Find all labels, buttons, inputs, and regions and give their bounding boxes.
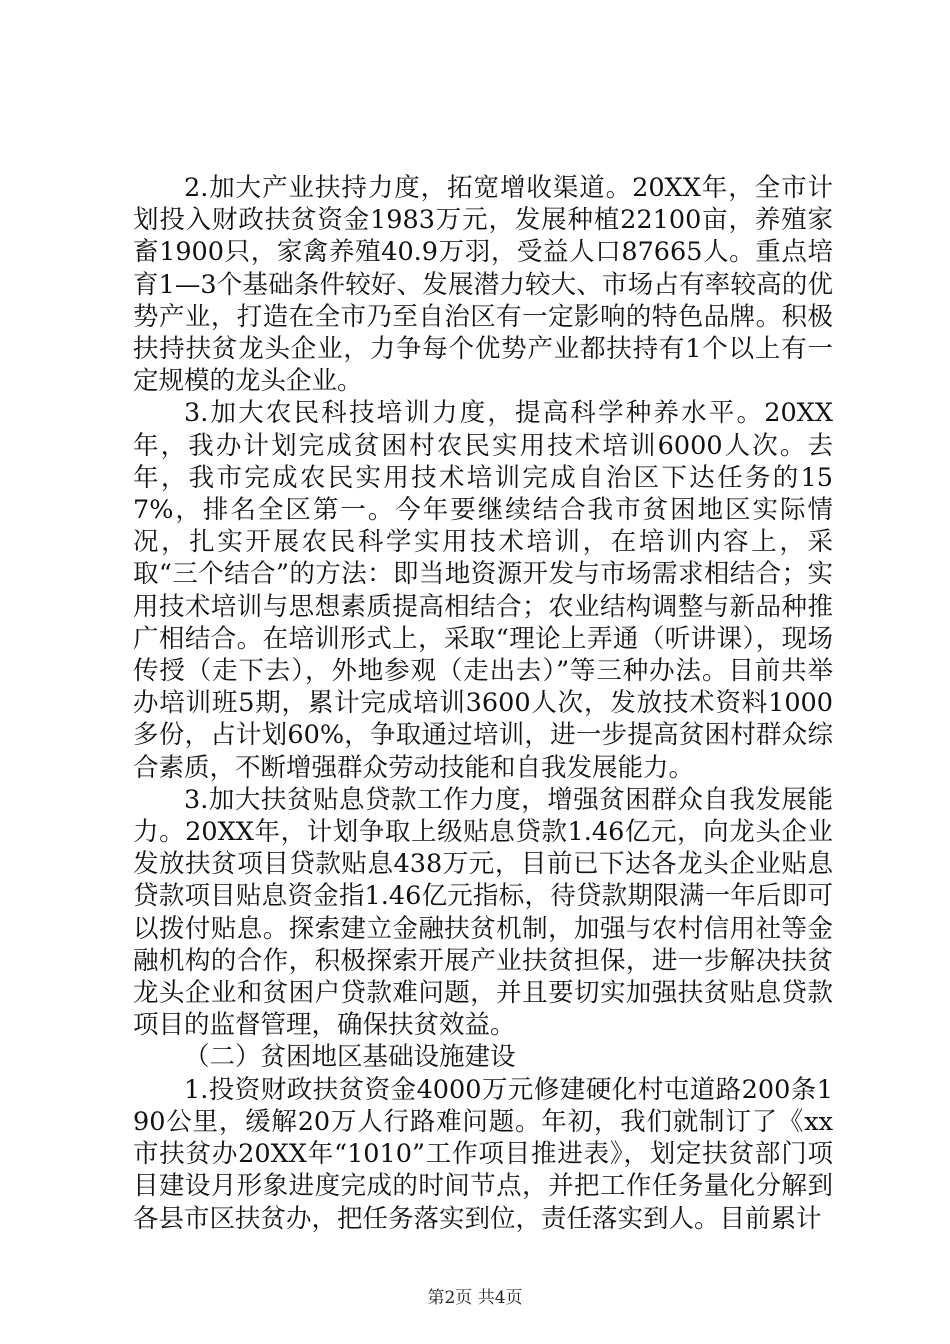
document-body [133, 172, 833, 1235]
paragraph-road-construction: 1.投资财政扶贫资金4000万元修建硬化村屯道路200条190公里，缓解20万人行路难问题。年初，我们就制订了《xx市扶贫办20XX年“1010”工作项目推进表》，划定扶贫部门项目建设月形象进度完成的时间节点，并把工作任务量化分解到各县市区扶贫办，把任务落实到位，责任落实到人。目前累计 [133, 1074, 833, 1234]
paragraph-loan-subsidy: 3.加大扶贫贴息贷款工作力度，增强贫困群众自我发展能力。20XX年，计划争取上级贴息贷款1.46亿元，向龙头企业发放扶贫项目贷款贴息438万元，目前已下达各龙头企业贴息贷款项目贴息资金指1.46亿元指标，待贷款期限满一年后即可以拨付贴息。探索建立金融扶贫机制，加强与农村信用社等金融机构的合作，积极探索开展产业扶贫担保，进一步解决扶贫龙头企业和贫困户贷款难问题，并且要切实加强扶贫贴息贷款项目的监督管理，确保扶贫效益。 [133, 784, 833, 1041]
paragraph-industry-support: 2.加大产业扶持力度，拓宽增收渠道。20XX年，全市计划投入财政扶贫资金1983万元，发展种植22100亩，养殖家畜1900只，家禽养殖40.9万羽，受益人口87665人。重点培育1—3个基础条件较好、发展潜力较大、市场占有率较高的优势产业，打造在全市乃至自治区有一定影响的特色品牌。积极扶持扶贫龙头企业，力争每个优势产业都扶持有1个以上有一定规模的龙头企业。 [133, 173, 833, 397]
paragraph-farmer-training: 3.加大农民科技培训力度，提高科学种养水平。20XX年，我办计划完成贫困村农民实用技术培训6000人次。去年，我市完成农民实用技术培训完成自治区下达任务的157%，排名全区第一。今年要继续结合我市贫困地区实际情况，扎实开展农民科学实用技术培训，在培训内容上，采取“三个结合”的方法：即当地资源开发与市场需求相结合；实用技术培训与思想素质提高相结合；农业结构调整与新品种推广相结合。在培训形式上，采取“理论上弄通（听讲课），现场传授（走下去），外地参观（走出去）”等三种办法。目前共举办培训班5期，累计完成培训3600人次，发放技术资料1000多份，占计划60%，争取通过培训，进一步提高贫困村群众综合素质，不断增强群众劳动技能和自我发展能力。 [133, 398, 833, 783]
section-heading-infrastructure: （二）贫困地区基础设施建设 [184, 1042, 516, 1073]
page-number-footer: 第2页 共4页 [427, 1288, 523, 1308]
